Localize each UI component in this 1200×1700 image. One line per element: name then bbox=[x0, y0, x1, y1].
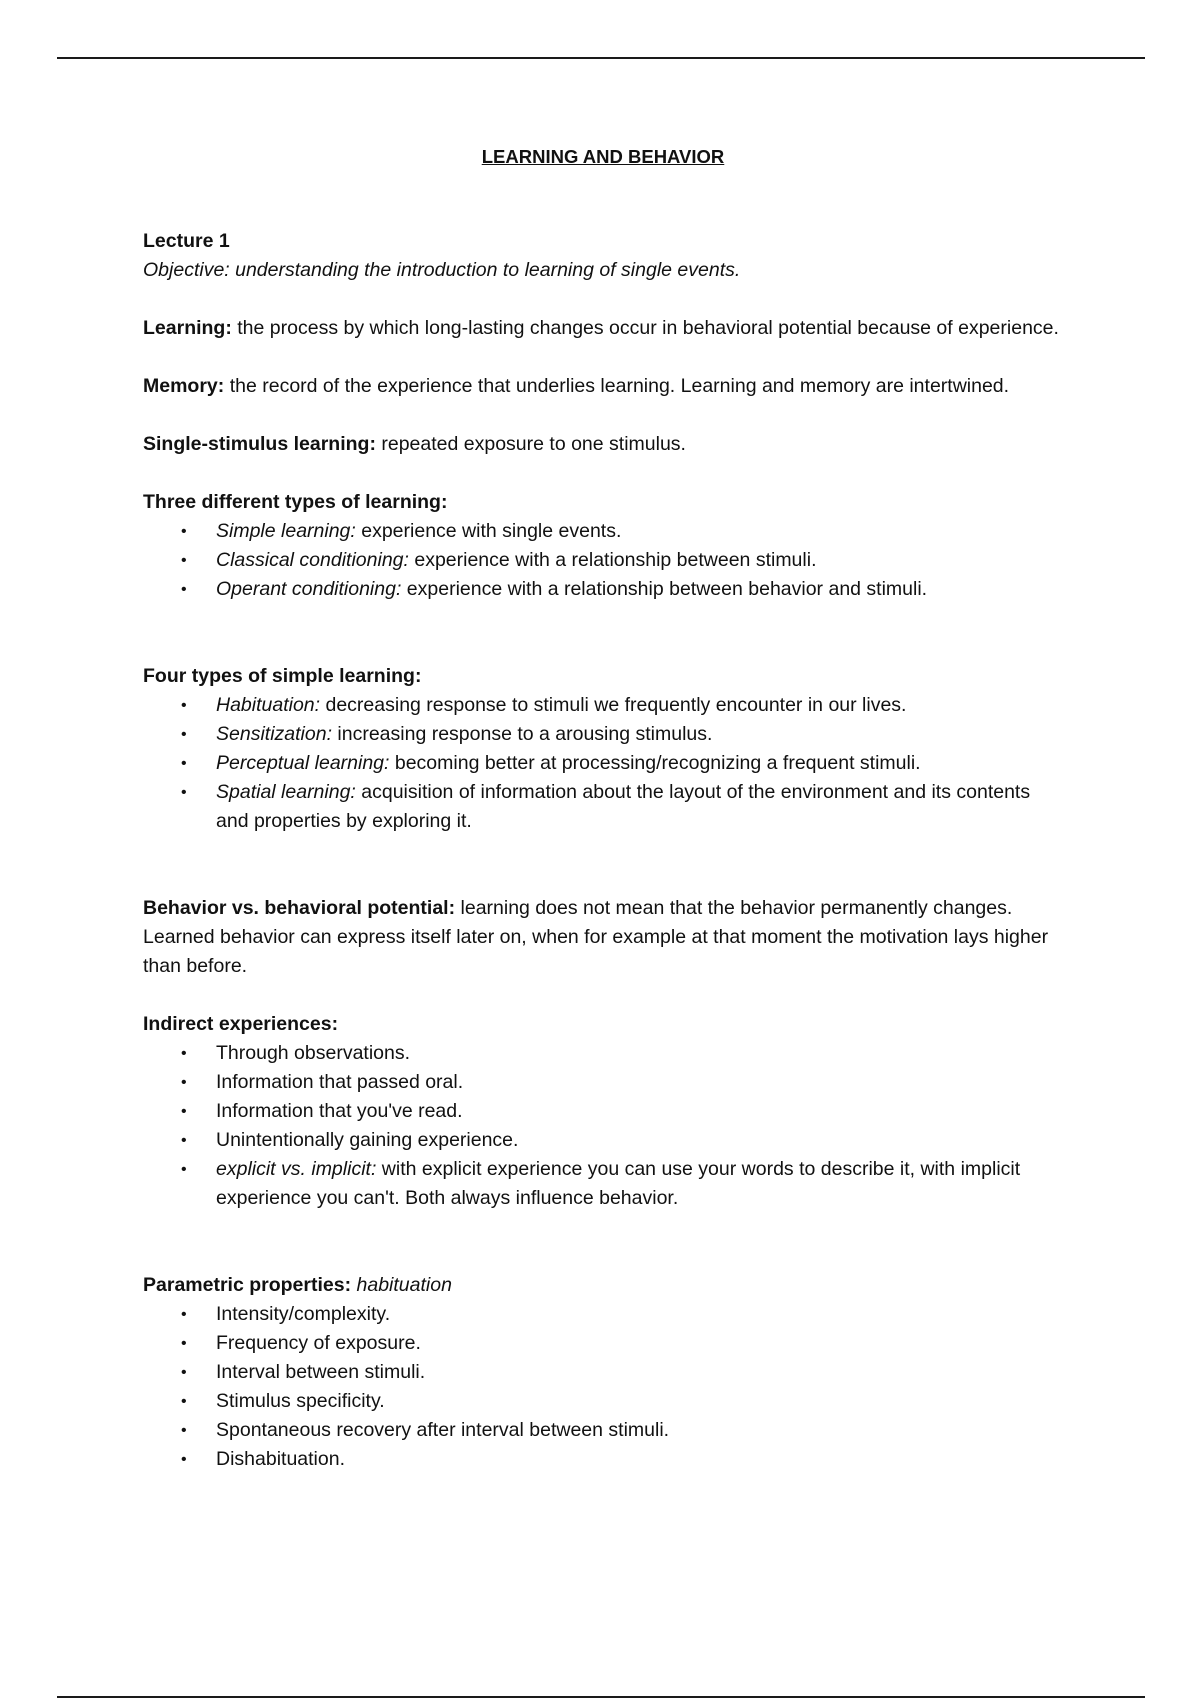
behavior-potential-text: learning does not mean that the behavior permanently changes. Learned behavior can express itself later on, when for example at that moment the motivation lays higher than before. bbox=[143, 897, 1049, 977]
bullet-icon: • bbox=[181, 1422, 187, 1439]
list-item bbox=[143, 546, 1063, 575]
learning-term: Learning: bbox=[143, 317, 232, 339]
list-item-text: becoming better at processing/recognizing a frequent stimuli. bbox=[389, 752, 921, 774]
single-stimulus-definition bbox=[143, 430, 1063, 459]
bullet-icon: • bbox=[181, 1074, 187, 1091]
list-item-term: explicit vs. implicit: bbox=[216, 1158, 377, 1180]
list-item-text: Dishabituation. bbox=[216, 1448, 345, 1470]
three-types-section bbox=[143, 488, 1063, 604]
three-types-list bbox=[143, 517, 1063, 604]
indirect-heading: Indirect experiences: bbox=[143, 1013, 339, 1035]
four-types-section bbox=[143, 662, 1063, 836]
list-item-text: Intensity/complexity. bbox=[216, 1303, 391, 1325]
single-stimulus-term: Single-stimulus learning: bbox=[143, 433, 376, 455]
list-item-text: Frequency of exposure. bbox=[216, 1332, 421, 1354]
bullet-icon: • bbox=[181, 581, 187, 598]
list-item-text: experience with a relationship between behavior and stimuli. bbox=[401, 578, 928, 600]
list-item-term: Habituation: bbox=[216, 694, 321, 716]
behavior-potential-section bbox=[143, 894, 1063, 981]
list-item bbox=[143, 517, 1063, 546]
list-item bbox=[143, 1300, 1063, 1329]
list-item bbox=[143, 1155, 1063, 1213]
list-item-term: Sensitization: bbox=[216, 723, 332, 745]
list-item-text: Unintentionally gaining experience. bbox=[216, 1129, 519, 1151]
list-item bbox=[143, 1358, 1063, 1387]
list-item-text: decreasing response to stimuli we frequently encounter in our lives. bbox=[320, 694, 907, 716]
lecture-section bbox=[143, 227, 1063, 285]
single-stimulus-paragraph bbox=[143, 430, 1063, 459]
parametric-list bbox=[143, 1300, 1063, 1474]
list-item bbox=[143, 1416, 1063, 1445]
list-item-text: increasing response to a arousing stimulus. bbox=[331, 723, 713, 745]
bullet-icon: • bbox=[181, 1045, 187, 1062]
lecture-objective: Objective: understanding the introduction to learning of single events. bbox=[143, 259, 741, 281]
learning-paragraph bbox=[143, 314, 1063, 343]
list-item-text: experience with single events. bbox=[355, 520, 622, 542]
lecture-heading: Lecture 1 bbox=[143, 230, 230, 252]
list-item bbox=[143, 575, 1063, 604]
single-stimulus-text: repeated exposure to one stimulus. bbox=[375, 433, 686, 455]
memory-term: Memory: bbox=[143, 375, 225, 397]
bullet-icon: • bbox=[181, 552, 187, 569]
list-item bbox=[143, 778, 1063, 836]
document-title: LEARNING AND BEHAVIOR bbox=[481, 146, 725, 167]
list-item-term: Operant conditioning: bbox=[216, 578, 402, 600]
list-item bbox=[143, 1126, 1063, 1155]
bullet-icon: • bbox=[181, 1364, 187, 1381]
list-item bbox=[143, 691, 1063, 720]
list-item bbox=[143, 720, 1063, 749]
document-body bbox=[143, 143, 1063, 1503]
list-item-text: Stimulus specificity. bbox=[216, 1390, 385, 1412]
list-item-text: Through observations. bbox=[216, 1042, 411, 1064]
indirect-section bbox=[143, 1010, 1063, 1213]
bullet-icon: • bbox=[181, 697, 187, 714]
list-item-text: Interval between stimuli. bbox=[216, 1361, 426, 1383]
list-item-term: Perceptual learning: bbox=[216, 752, 390, 774]
list-item-text: Spontaneous recovery after interval between stimuli. bbox=[216, 1419, 670, 1441]
bottom-rule bbox=[57, 1696, 1145, 1698]
four-types-heading: Four types of simple learning: bbox=[143, 665, 422, 687]
bullet-icon: • bbox=[181, 1103, 187, 1120]
indirect-list bbox=[143, 1039, 1063, 1213]
list-item-text: with explicit experience you can use your words to describe it, with implicit experience you can't. Both always influence behavior. bbox=[216, 1158, 1021, 1209]
behavior-potential-term: Behavior vs. behavioral potential: bbox=[143, 897, 456, 919]
bullet-icon: • bbox=[181, 1451, 187, 1468]
list-item bbox=[143, 1068, 1063, 1097]
bullet-icon: • bbox=[181, 1393, 187, 1410]
list-item-text: acquisition of information about the layout of the environment and its contents and properties by exploring it. bbox=[216, 781, 1031, 832]
bullet-icon: • bbox=[181, 1161, 187, 1178]
list-item-term: Spatial learning: bbox=[216, 781, 356, 803]
list-item-text: Information that you've read. bbox=[216, 1100, 463, 1122]
bullet-icon: • bbox=[181, 726, 187, 743]
list-item-term: Classical conditioning: bbox=[216, 549, 409, 571]
list-item bbox=[143, 1387, 1063, 1416]
list-item-text: experience with a relationship between stimuli. bbox=[408, 549, 817, 571]
list-item bbox=[143, 749, 1063, 778]
list-item-term: Simple learning: bbox=[216, 520, 356, 542]
bullet-icon: • bbox=[181, 1306, 187, 1323]
list-item-text: Information that passed oral. bbox=[216, 1071, 464, 1093]
parametric-subtitle: habituation bbox=[351, 1274, 452, 1296]
parametric-heading bbox=[143, 1271, 1063, 1300]
behavior-potential-paragraph bbox=[143, 894, 1063, 981]
bullet-icon: • bbox=[181, 755, 187, 772]
bullet-icon: • bbox=[181, 523, 187, 540]
list-item bbox=[143, 1039, 1063, 1068]
three-types-heading: Three different types of learning: bbox=[143, 491, 448, 513]
memory-paragraph bbox=[143, 372, 1063, 401]
bullet-icon: • bbox=[181, 1132, 187, 1149]
top-rule bbox=[57, 57, 1145, 59]
learning-definition bbox=[143, 314, 1063, 343]
bullet-icon: • bbox=[181, 784, 187, 801]
learning-text: the process by which long-lasting changes occur in behavioral potential because of experience. bbox=[231, 317, 1059, 339]
four-types-list bbox=[143, 691, 1063, 836]
parametric-term: Parametric properties: bbox=[143, 1274, 352, 1296]
bullet-icon: • bbox=[181, 1335, 187, 1352]
list-item bbox=[143, 1329, 1063, 1358]
memory-text: the record of the experience that underlies learning. Learning and memory are intertwined. bbox=[224, 375, 1010, 397]
parametric-section bbox=[143, 1271, 1063, 1474]
list-item bbox=[143, 1097, 1063, 1126]
memory-definition bbox=[143, 372, 1063, 401]
list-item bbox=[143, 1445, 1063, 1474]
